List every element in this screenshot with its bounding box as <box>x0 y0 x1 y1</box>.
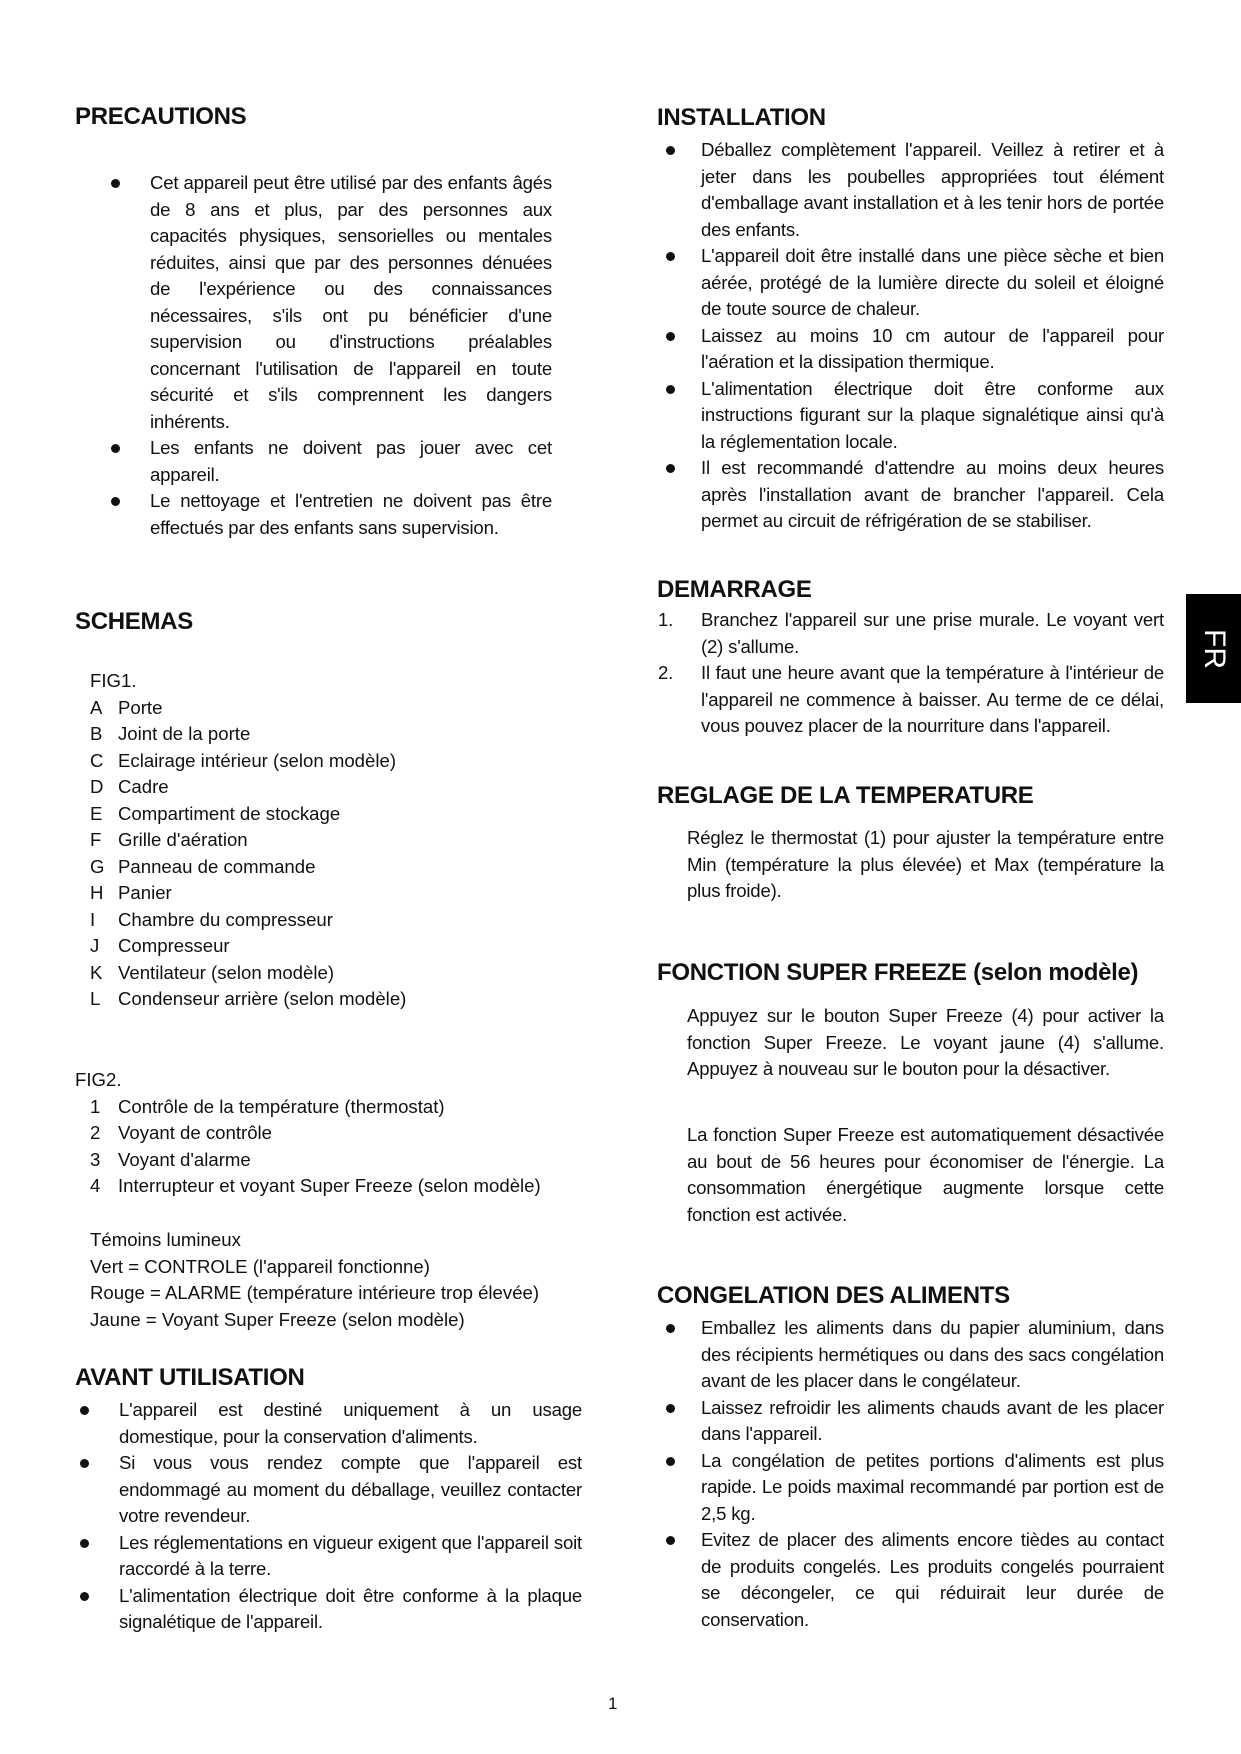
value: Porte <box>118 696 163 718</box>
list-item <box>664 455 1164 535</box>
demarrage-steps <box>658 607 1164 740</box>
superfreeze-heading: FONCTION SUPER FREEZE (selon modèle) <box>657 959 1139 986</box>
reglage-text: Réglez le thermostat (1) pour ajuster la température entre Min (température la plus élevée) et Max (température la plus froide). <box>687 827 1164 901</box>
fig1-label: FIG1. <box>90 670 137 691</box>
item-text: L'appareil est destiné uniquement à un usage domestique, pour la conservation d'aliments. <box>119 1399 582 1447</box>
item-text: Déballez complètement l'appareil. Veillez à retirer et à jeter dans les poubelles appropriées tout élément d'emballage avant installation et à les tenir hors de portée des enfants. <box>701 139 1164 240</box>
key: G <box>90 855 105 877</box>
superfreeze-para-2: La fonction Super Freeze est automatiquement désactivée au bout de 56 heures pour économiser de l'énergie. La consommation énergétique augmente lorsque cette fonction est activée. <box>687 1124 1164 1225</box>
legend-item <box>75 1120 541 1147</box>
item-text: Laissez refroidir les aliments chauds avant de les placer dans l'appareil. <box>701 1396 1164 1444</box>
key: B <box>90 723 103 744</box>
list-item <box>664 323 1164 376</box>
value: Interrupteur et voyant Super Freeze (selon modèle) <box>118 1175 541 1196</box>
legend-item <box>90 695 406 722</box>
demarrage-heading: DEMARRAGE <box>657 576 812 603</box>
indicator-lights <box>90 1227 539 1333</box>
list-item <box>112 170 552 435</box>
value: Grille d'aération <box>118 829 248 850</box>
item-text: Evitez de placer des aliments encore tièdes au contact de produits congelés. Les produits congelés pourraient se décongeler, ce qui réduirait leur durée de conservation. <box>701 1529 1164 1630</box>
bullet-icon <box>666 1536 675 1545</box>
key: 2 <box>90 1122 101 1143</box>
fig2-label: FIG2. <box>75 1069 122 1090</box>
bullet-icon <box>666 385 675 394</box>
legend-item <box>75 1094 541 1121</box>
language-tab <box>1186 594 1241 703</box>
bullet-icon <box>111 179 120 188</box>
list-item <box>664 1527 1164 1633</box>
language-tab-label: FR <box>1197 628 1231 669</box>
avant-utilisation-heading: AVANT UTILISATION <box>75 1364 305 1391</box>
value: Contrôle de la température (thermostat) <box>118 1095 445 1117</box>
congelation-heading: CONGELATION DES ALIMENTS <box>657 1282 1010 1309</box>
legend-item <box>90 933 406 960</box>
item-text: Cet appareil peut être utilisé par des enfants âgés de 8 ans et plus, par des personnes aux capacités physiques, sensorielles ou mentales réduites, ainsi que par des personnes dénuées de l'expérience ou des connaissances nécessaires, s'ils ont pu bénéficier d'une supervision ou d'instructions préalables concernant l'utilisation de l'appareil en toute sécurité et s'ils comprennent les dangers inhérents. <box>150 172 552 432</box>
step-text: Branchez l'appareil sur une prise murale. Le voyant vert (2) s'allume. <box>701 609 1164 657</box>
fig2-legend <box>75 1067 541 1200</box>
key: K <box>90 961 103 983</box>
list-item <box>81 1530 582 1583</box>
key: 3 <box>90 1148 101 1170</box>
legend-item <box>90 721 406 748</box>
installation-heading: INSTALLATION <box>657 104 826 131</box>
avant-list <box>81 1397 582 1636</box>
key: 4 <box>90 1175 101 1196</box>
list-item <box>664 1448 1164 1528</box>
legend-item <box>90 774 406 801</box>
legend-item <box>90 960 406 987</box>
indicator-title: Témoins lumineux <box>90 1229 241 1250</box>
value: Panneau de commande <box>118 855 316 877</box>
bullet-icon <box>666 1404 675 1413</box>
indicator-yellow: Jaune = Voyant Super Freeze (selon modèle) <box>90 1308 465 1330</box>
key: C <box>90 749 104 771</box>
page-number: 1 <box>608 1694 618 1713</box>
item-text: L'appareil doit être installé dans une pièce sèche et bien aérée, protégé de la lumière directe du soleil et éloigné de toute source de chaleur. <box>701 245 1164 319</box>
reglage-heading: REGLAGE DE LA TEMPERATURE <box>657 782 1034 809</box>
step-text: Il faut une heure avant que la température à l'intérieur de l'appareil ne commence à baisser. Au terme de ce délai, vous pouvez placer de la nourriture dans l'appareil. <box>701 662 1164 736</box>
key: D <box>90 776 104 797</box>
list-item <box>112 488 552 541</box>
legend-item <box>75 1173 541 1200</box>
step-item <box>658 607 1164 660</box>
precautions-list <box>112 170 552 541</box>
key: A <box>90 696 103 718</box>
value: Voyant de contrôle <box>118 1122 273 1143</box>
item-text: Le nettoyage et l'entretien ne doivent pas être effectués par des enfants sans supervision. <box>150 490 552 538</box>
step-item <box>658 660 1164 740</box>
value: Voyant d'alarme <box>118 1148 251 1170</box>
list-item <box>664 376 1164 456</box>
item-text: Il est recommandé d'attendre au moins deux heures après l'installation avant de brancher l'appareil. Cela permet au circuit de réfrigération de se stabiliser. <box>701 457 1164 531</box>
bullet-icon <box>80 1539 89 1548</box>
key: 1 <box>90 1095 101 1117</box>
key: I <box>90 908 96 930</box>
superfreeze-para-1: Appuyez sur le bouton Super Freeze (4) pour activer la fonction Super Freeze. Le voyant jaune (4) s'allume. Appuyez à nouveau sur le bouton pour la désactiver. <box>687 1005 1164 1079</box>
fig1-legend <box>90 668 406 1013</box>
key: L <box>90 988 101 1009</box>
bullet-icon <box>111 444 120 453</box>
step-number: 1. <box>658 609 674 630</box>
item-text: Les réglementations en vigueur exigent que l'appareil soit raccordé à la terre. <box>119 1531 582 1579</box>
value: Joint de la porte <box>118 723 251 744</box>
legend-item <box>90 986 406 1013</box>
value: Eclairage intérieur (selon modèle) <box>118 749 397 771</box>
list-item <box>81 1450 582 1530</box>
item-text: L'alimentation électrique doit être conforme à la plaque signalétique de l'appareil. <box>119 1584 582 1632</box>
item-text: Laissez au moins 10 cm autour de l'appareil pour l'aération et la dissipation thermique. <box>701 324 1164 372</box>
bullet-icon <box>666 1457 675 1466</box>
bullet-icon <box>666 1324 675 1333</box>
legend-item <box>90 880 406 907</box>
bullet-icon <box>111 497 120 506</box>
legend-item <box>90 854 406 881</box>
bullet-icon <box>80 1459 89 1468</box>
schemas-heading: SCHEMAS <box>75 608 193 635</box>
item-text: Si vous vous rendez compte que l'appareil est endommagé au moment du déballage, veuillez contacter votre revendeur. <box>119 1452 582 1526</box>
key: E <box>90 802 103 824</box>
bullet-icon <box>666 146 675 155</box>
key: F <box>90 829 102 850</box>
bullet-icon <box>666 464 675 473</box>
key: J <box>90 935 100 956</box>
legend-item <box>90 801 406 828</box>
item-text: Les enfants ne doivent pas jouer avec cet appareil. <box>150 437 552 485</box>
list-item <box>664 243 1164 323</box>
bullet-icon <box>666 252 675 261</box>
legend-item <box>75 1147 541 1174</box>
bullet-icon <box>80 1592 89 1601</box>
list-item <box>664 1395 1164 1448</box>
list-item <box>664 1315 1164 1395</box>
value: Condenseur arrière (selon modèle) <box>118 988 407 1009</box>
congelation-list <box>664 1315 1164 1633</box>
list-item <box>81 1397 582 1450</box>
key: H <box>90 882 104 903</box>
value: Panier <box>118 882 172 903</box>
item-text: La congélation de petites portions d'aliments est plus rapide. Le poids maximal recommandé par portion est de 2,5 kg. <box>701 1449 1164 1524</box>
indicator-green: Vert = CONTROLE (l'appareil fonctionne) <box>90 1255 430 1277</box>
value: Compartiment de stockage <box>118 802 341 824</box>
legend-item <box>90 907 406 934</box>
legend-item <box>90 748 406 775</box>
list-item <box>81 1583 582 1636</box>
item-text: L'alimentation électrique doit être conforme aux instructions figurant sur la plaque signalétique ainsi qu'à la réglementation locale. <box>701 377 1164 452</box>
bullet-icon <box>666 332 675 341</box>
item-text: Emballez les aliments dans du papier aluminium, dans des récipients hermétiques ou dans des sacs congélation avant de les placer dans le congélateur. <box>701 1317 1164 1391</box>
installation-list <box>664 137 1164 535</box>
list-item <box>112 435 552 488</box>
step-number: 2. <box>658 662 674 683</box>
indicator-red: Rouge = ALARME (température intérieure trop élevée) <box>90 1282 540 1303</box>
list-item <box>664 137 1164 243</box>
value: Cadre <box>118 776 169 797</box>
legend-item <box>90 827 406 854</box>
bullet-icon <box>80 1406 89 1415</box>
value: Chambre du compresseur <box>118 908 333 930</box>
value: Compresseur <box>118 935 230 956</box>
value: Ventilateur (selon modèle) <box>118 961 335 983</box>
precautions-heading: PRECAUTIONS <box>75 103 247 130</box>
